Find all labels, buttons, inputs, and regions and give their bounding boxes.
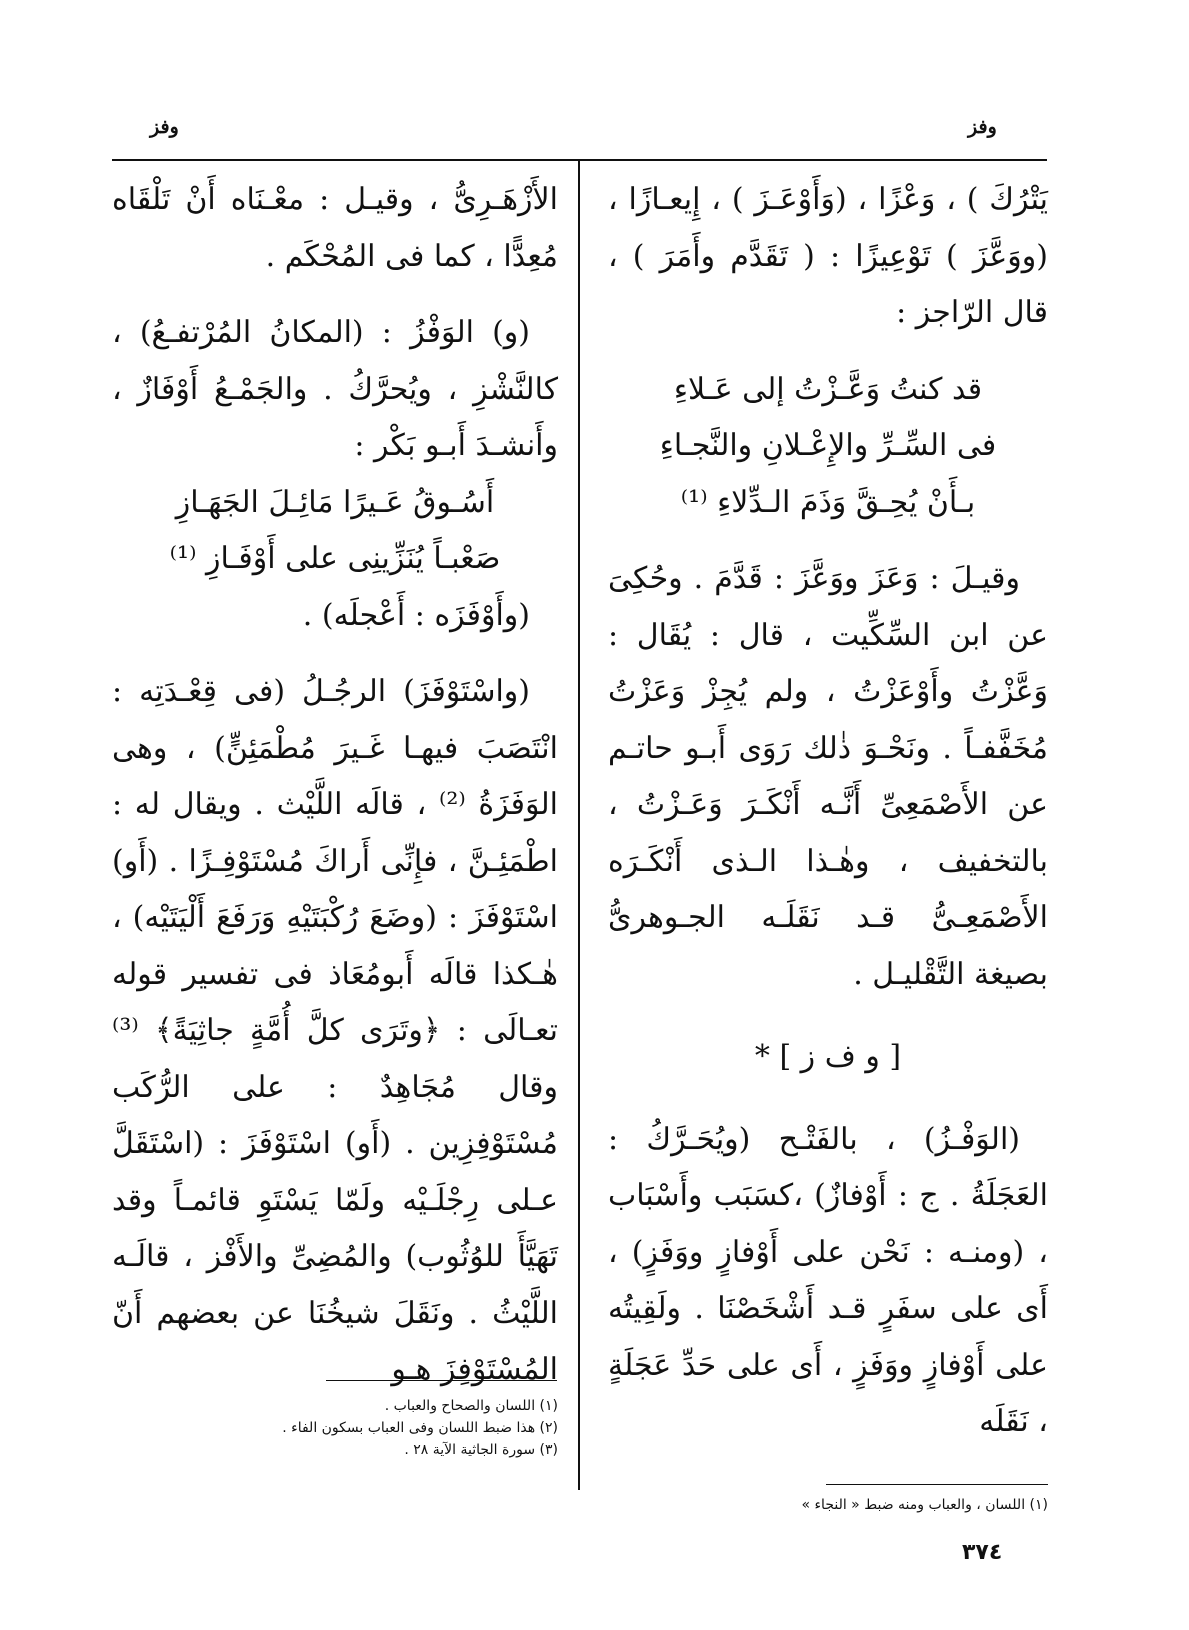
right-paragraph-1: يَتْرُكَ ) ، وَعْزًا ، (وَأَوْعَـزَ ) ، إِيعـازًا ، (ووَعَّزَ ) تَوْعِيزًا : ( تَقَدَّم وأَمَرَ ) ، قال الرّاجز : <box>608 182 1048 330</box>
right-column <box>608 172 1048 1451</box>
left-paragraph-4: (واسْتَوْفَزَ) الرجُـلُ (فى قِعْـدَتِه : انْتَصَبَ فيهـا غَـيرَ مُطْمَئِنٍّ) ، وهى الوَفَزَةُ ⁽²⁾ ، قالَه اللَّيْث . ويقال له : اطْمَئِـنَّ ، فإِنِّى أَراكَ مُسْتَوْفِـزًا . (أَو) اسْتَوْفَزَ : (وضَعَ رُكْبَتَيْهِ وَرَفَعَ أَلْيَتَيْه) ، هٰـكذا قالَه أَبومُعَاذ فى تفسير قوله تعـالَى : ﴿وتَرَى كلَّ أُمَّةٍ جاثِيَةً﴾ ⁽³⁾ وقال مُجَاهِدٌ : على الرُّكَب مُسْتَوْفِزِين . (أَو) اسْتَوْفَزَ : (اسْتَقَلَّ عـلى رِجْلَـيْه ولَمّا يَسْتَوِ قائمـاً وقد تَهَيَّأَ للوُثُوب) والمُضِىِّ والأَفْز ، قالَـه اللَّيْثُ . ونَقَلَ شيخُنَا عن بعضهم أَنّ المُسْتَوْفِزَ هـو <box>112 674 558 1387</box>
right-verse-1: قد كنتُ وَعَّـزْتُ إلى عَـلاءِ <box>673 371 983 407</box>
header-right-word: وفز <box>968 116 997 138</box>
footnote-left-3: (٣) سورة الجاثية الآية ٢٨ . <box>404 1442 558 1458</box>
footnote-rule-left <box>326 1380 557 1381</box>
left-paragraph-2: (و) الوَفْزُ : (المكانُ المُرْتفـعُ) ، كالنَّشْزِ ، ويُحرَّكُ . والجَمْـعُ أَوْفَازٌ ، وأَنشـدَ أَبـو بَكْر : <box>112 315 558 463</box>
footnote-left-2: (٢) هذا ضبط اللسان وفى العباب بسكون الفاء . <box>282 1420 558 1436</box>
right-paragraph-2: وقيـلَ : وَعَزَ ووَعَّزَ : قَدَّمَ . وحُكِىَ عن ابن السِّكِّيت ، قال : يُقَال : وَعَّزْتُ وأَوْعَزْتُ ، ولم يُجِزْ وَعَزْتُ مُخَفَّفـاً . ونَحْـوَ ذٰلك رَوَى أَبـو حاتـم عن الأَصْمَعِىِّ أَنَّـه أَنْكَـرَ وَعَـزْتُ ، بالتخفيف ، وهٰـذا الـذى أَنْكَـرَه الأَصْمَعِـىُّ قـد نَقَلَـه الجـوهرىُّ بصيغة التَّقْليـل . <box>608 561 1048 992</box>
left-column <box>112 172 558 1399</box>
left-verse-1: أَسُـوقُ عَـيرًا مَائِـلَ الجَهَـازِ <box>175 484 495 520</box>
footnote-right-1: (١) اللسان ، والعباب ومنه ضبط « النجاء » <box>801 1497 1048 1513</box>
page-number: ٣٧٤ <box>962 1540 1003 1565</box>
right-paragraph-3: (الوَفْـزُ) ، بالفَتْـح (ويُحَـرَّكُ : العَجَلَةُ . ج : أَوْفازٌ) ،كسَبَب وأَسْبَاب ، (ومنـه : نَحْن على أَوْفازٍ ووَفَزٍ) ، أَى على سفَرٍ قـد أَشْخَصْنَا . ولَقِيتُه على أَوْفازٍ ووَفَزٍ ، أَى على حَدِّ عَجَلَةٍ ، نَقَلَه <box>608 1121 1048 1439</box>
header-left-word: وفز <box>150 116 179 138</box>
footnote-rule-right <box>826 1484 1048 1485</box>
left-paragraph-3: (وأَوْفَزَه : أَعْجلَه) . <box>302 597 530 633</box>
footnotes-right <box>608 1494 1048 1516</box>
right-verse-2: فى السِّـرِّ والإِعْـلانِ والنَّجـاءِ <box>659 428 997 463</box>
left-paragraph-1: الأَزْهَـرِىُّ ، وقيـل : معْـنَاه أَنْ تَلْقَاه مُعِدًّا ، كما فى المُحْكَم . <box>112 182 558 274</box>
right-verse-3: بـأَنْ يُحِـقَّ وَذَمَ الـدِّلاءِ ⁽¹⁾ <box>680 484 976 520</box>
column-divider <box>578 160 580 1490</box>
footnote-left-1: (١) اللسان والصحاح والعباب . <box>384 1398 558 1414</box>
left-verse-2: صَعْبـاً يُنَزِّينِى على أَوْفَـازِ ⁽¹⁾ <box>169 541 501 576</box>
entry-heading: [ و ف ز ] * <box>754 1039 902 1074</box>
footnotes-left <box>212 1395 558 1461</box>
